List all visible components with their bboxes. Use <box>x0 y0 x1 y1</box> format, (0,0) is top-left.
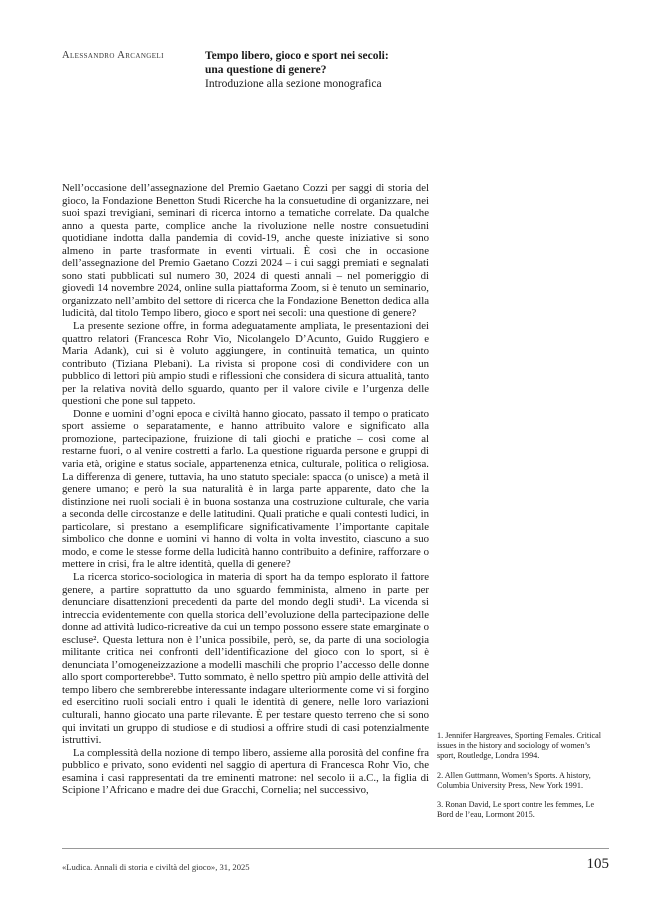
footnote-3: 3. Ronan David, Le sport contre les femmes, Le Bord de l’eau, Lormont 2015. <box>437 800 595 820</box>
footer-rule <box>62 848 609 849</box>
article-title-line-1: Tempo libero, gioco e sport nei secoli: <box>205 50 389 62</box>
journal-citation: «Ludica. Annali di storia e civiltà del gioco», 31, 2025 <box>62 862 250 872</box>
article-subtitle: Introduzione alla sezione monografica <box>205 78 382 90</box>
body-paragraph-4: La ricerca storico-sociologica in materia di sport ha da tempo esplorato il fattore genere, a partire soprattutto da uno sguardo femminista, almeno in parte per denunciare disattenzioni precedenti da parte del mondo degli studi¹. La vicenda si intreccia evidentemente con quella storica dell’evoluzione della partecipazione delle donne ad attività ludico-ricreative da cui un tempo possono essere state emarginate o escluse². Questa lettura non è l’unica possibile, però, se, da parte di una sociologia militante critica nei confronti dell’identificazione del gioco con lo sport, si è denunciata l’omogeneizzazione a modelli maschili che proprio l’accesso delle donne allo sport comporterebbe³. Tutto sommato, è nello spettro più ampio delle attività del tempo libero che sembrerebbe interessante indagare ulteriormente come vi si forgino ed esercitino ruoli sociali entro i quali le identità di genere, nelle loro variazioni culturali, hanno giocato una parte rilevante. È per testare questo terreno che si sono qui invitati un gruppo di studiose e di studiosi a offrire studi di casi potenzialmente istruttivi. <box>62 570 429 747</box>
footnote-1: 1. Jennifer Hargreaves, Sporting Females. Critical issues in the history and sociology of women’s sport, Routledge, Londra 1994. <box>437 731 602 761</box>
body-paragraph-2: La presente sezione offre, in forma adeguatamente ampliata, le presentazioni dei quattro relatori (Francesca Rohr Vio, Nicolangelo D’Acunto, Guido Ruggiero e Maria Adank), cui si è voluto aggiungere, in continuità tematica, un quinto contributo (Tiziana Plebani). La rivista si propone così di condividere con un pubblico di lettori più ampio studi e riflessioni che considera di sicura attualità, tanto per la relativa novità dello sguardo, quanto per il valore civile e l’urgenza delle questioni che pone sul tappeto. <box>62 320 429 408</box>
author-name: Alessandro Arcangeli <box>62 50 164 61</box>
article-title <box>205 49 465 77</box>
body-paragraph-3: Donne e uomini d’ogni epoca e civiltà hanno giocato, passato il tempo o praticato sport assieme o separatamente, e hanno attribuito valore e significato alla promozione, partecipazione, fruizione di tali giochi e pratiche – così come al restarne fuori, o al venire costretti a farlo. La questione riguarda persone e gruppi di varia età, origine e status sociale, appartenenza etnica, culturale, politica o religiosa. La differenza di genere, tuttavia, ha uno statuto speciale: spacca (o unisce) a metà il genere umano; e però la sua naturalità è in larga parte apparente, dato che la distinzione nei ruoli sociali è in buona sostanza una costruzione culturale, che varia a seconda delle circostanze e delle latitudini. Quali pratiche e quali contesti ludici, in particolare, si prestano a esemplificare significativamente l’importante capitale simbolico che donne e uomini vi hanno di volta in volta investito, ciascuno a suo modo, e come le stesse forme della ludicità hanno contribuito a definire, rafforzare o mettere in crisi, fra le altre identità, quella di genere? <box>62 407 429 571</box>
body-text <box>62 182 429 797</box>
body-paragraph-1: Nell’occasione dell’assegnazione del Premio Gaetano Cozzi per saggi di storia del gioco, la Fondazione Benetton Studi Ricerche ha la consuetudine di organizzare, nei suoi spazi trevigiani, seminari di ricerca intorno a tematiche correlate. Da qualche anno a questa parte, complice anche la rivoluzione nelle nostre consuetudini quotidiane indotta dalla pandemia di covid-19, anche queste iniziative si sono almeno in parte trasformate in eventi virtuali. È così che in occasione dell’assegnazione del Premio Gaetano Cozzi 2024 – i cui saggi premiati e segnalati sono stati pubblicati sul numero 30, 2024 di questi annali – nel pomeriggio di giovedì 14 novembre 2024, online sulla piattaforma Zoom, si è tenuto un seminario, organizzato nell’ambito del settore di ricerca che la Fondazione Benetton dedica alla ludicità, dal titolo Tempo libero, gioco e sport nei secoli: una questione di genere? <box>62 182 429 320</box>
article-title-block <box>205 49 465 91</box>
body-paragraph-5: La complessità della nozione di tempo libero, assieme alla porosità del confine fra pubblico e privato, sono evidenti nel saggio di apertura di Francesca Rohr Vio, che esamina i casi rappresentati da tre eminenti matrone: nel secolo ii a.C., la figlia di Scipione l’Africano e madre dei due Gracchi, Cornelia; nel successivo, <box>62 746 429 797</box>
footnotes <box>437 731 607 829</box>
page-number: 105 <box>586 856 609 872</box>
footnote-2: 2. Allen Guttmann, Women’s Sports. A history, Columbia University Press, New York 1991. <box>437 770 591 790</box>
article-title-line-2: una questione di genere? <box>205 64 327 76</box>
